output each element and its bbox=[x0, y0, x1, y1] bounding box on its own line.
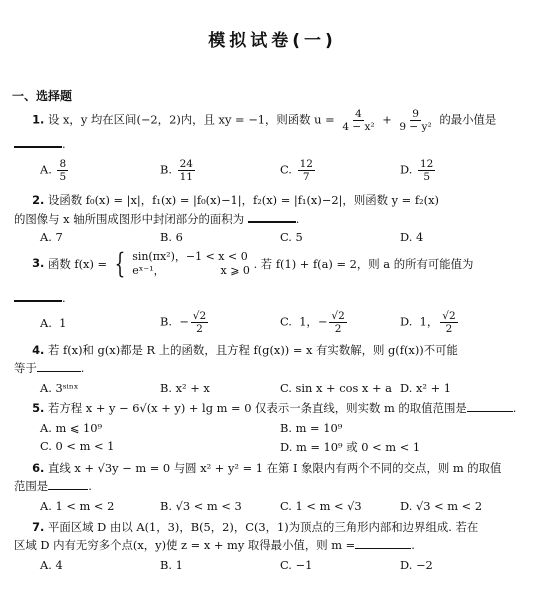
question-4: 4. 若 f(x)和 g(x)都是 R 上的函数，且方程 f(g(x)) = x 有实数解，则 g(f(x))不可能 bbox=[32, 343, 458, 357]
option-a: A. $\frac{8}{5}$ bbox=[40, 158, 67, 183]
option-c: C. 0 < m < 1 bbox=[40, 439, 115, 453]
question-text: 的最小值是 bbox=[439, 112, 497, 127]
answer-line: . bbox=[14, 290, 534, 305]
option-a: A. 1 bbox=[40, 316, 67, 330]
question-text: 设 x，y 均在区间(−2，2)内，且 xy = −1，则函数 u = bbox=[48, 112, 335, 127]
brace: { bbox=[114, 247, 125, 280]
option-a: A. 3ˢⁱⁿˣ bbox=[40, 381, 79, 395]
question-5: 5. 若方程 x + y − 6√(x + y) + lg m = 0 仅表示一条直线，则实数 m 的取值范围是 . bbox=[32, 401, 517, 415]
option-c: C. $\frac{12}{7}$ bbox=[280, 158, 313, 183]
option-b: B. m = 10⁹ bbox=[280, 421, 343, 435]
question-6-cont: 范围是 . bbox=[14, 479, 92, 493]
question-3: 3. 函数 f(x) = { sin(πx²)，−1 < x < 0 eˣ⁻¹， x ⩾ 0 . 若 f(1) + f(a) = 2，则 a 的所有可能值为 bbox=[32, 247, 474, 280]
question-2: 2. 设函数 f₀(x) = |x|，f₁(x) = |f₀(x)−1|，f₂(x) = |f₁(x)−2|，则函数 y = f₂(x) bbox=[32, 193, 439, 207]
option-a: A. m ⩽ 10⁹ bbox=[40, 421, 103, 435]
option-c: C. −1 bbox=[280, 558, 313, 572]
option-b: B. x² + x bbox=[160, 381, 210, 395]
option-d: D. √3 < m < 2 bbox=[400, 499, 483, 513]
question-6: 6. 直线 x + √3y − m = 0 与圆 x² + y² = 1 在第 Ⅰ 象限内有两个不同的交点，则 m 的取值 bbox=[32, 461, 502, 475]
question-2-cont: 的图像与 x 轴所围成图形中封闭部分的面积为 . bbox=[14, 212, 300, 226]
option-d: D. $\frac{12}{5}$ bbox=[400, 158, 434, 183]
answer-blank bbox=[248, 211, 296, 223]
option-b: B. − $\frac{√2}{2}$ bbox=[160, 310, 207, 335]
option-d: D. 1， $\frac{√2}{2}$ bbox=[400, 310, 456, 335]
section-heading: 一、选择题 bbox=[12, 89, 73, 103]
answer-blank bbox=[48, 479, 88, 490]
question-7-options bbox=[40, 558, 520, 588]
question-1-options bbox=[40, 158, 520, 188]
piecewise-cases: sin(πx²)，−1 < x < 0 eˣ⁻¹， x ⩾ 0 bbox=[132, 250, 250, 277]
answer-blank bbox=[355, 538, 411, 549]
question-7-cont: 区域 D 内有无穷多个点(x，y)使 z = x + my 取得最小值，则 m = . bbox=[14, 538, 415, 552]
question-3-options bbox=[40, 310, 520, 340]
option-d: D. 4 bbox=[400, 230, 424, 244]
option-a: A. 7 bbox=[40, 230, 63, 244]
fraction: $\frac{4}{\text{4 − x²}}$ bbox=[342, 108, 375, 133]
option-c: C. 5 bbox=[280, 230, 303, 244]
answer-blank bbox=[14, 136, 62, 148]
question-7: 7. 平面区域 D 由以 A(1，3)，B(5，2)，C(3，1)为顶点的三角形内部和边界组成. 若在 bbox=[32, 520, 479, 534]
answer-blank bbox=[467, 401, 513, 412]
option-b: B. 1 bbox=[160, 558, 183, 572]
question-4-cont: 等于 . bbox=[14, 361, 85, 375]
answer-line: . bbox=[14, 136, 534, 151]
question-1: 1. 设 x，y 均在区间(−2，2)内，且 xy = −1，则函数 u = $\frac{4}{\text{4 − x²}}$ + $\frac{9}{\text{9 − y²}}$ 的最小值是 bbox=[32, 108, 497, 133]
option-d: D. −2 bbox=[400, 558, 433, 572]
option-b: B. $\frac{24}{11}$ bbox=[160, 158, 193, 183]
option-d: D. m = 10⁹ 或 0 < m < 1 bbox=[280, 440, 421, 454]
answer-blank bbox=[14, 290, 62, 302]
fraction: $\frac{9}{\text{9 − y²}}$ bbox=[399, 108, 432, 133]
option-a: A. 1 < m < 2 bbox=[40, 499, 115, 513]
option-b: B. 6 bbox=[160, 230, 183, 244]
option-b: B. √3 < m < 3 bbox=[160, 499, 242, 513]
page-title: 模拟试卷(一) bbox=[208, 31, 337, 51]
option-c: C. 1，− $\frac{√2}{2}$ bbox=[280, 310, 345, 335]
question-number: 1. bbox=[32, 112, 45, 127]
option-c: C. 1 < m < √3 bbox=[280, 499, 362, 513]
answer-blank bbox=[37, 361, 81, 372]
option-d: D. x² + 1 bbox=[400, 381, 451, 395]
option-c: C. sin x + cos x + a bbox=[280, 381, 392, 395]
option-a: A. 4 bbox=[40, 558, 63, 572]
